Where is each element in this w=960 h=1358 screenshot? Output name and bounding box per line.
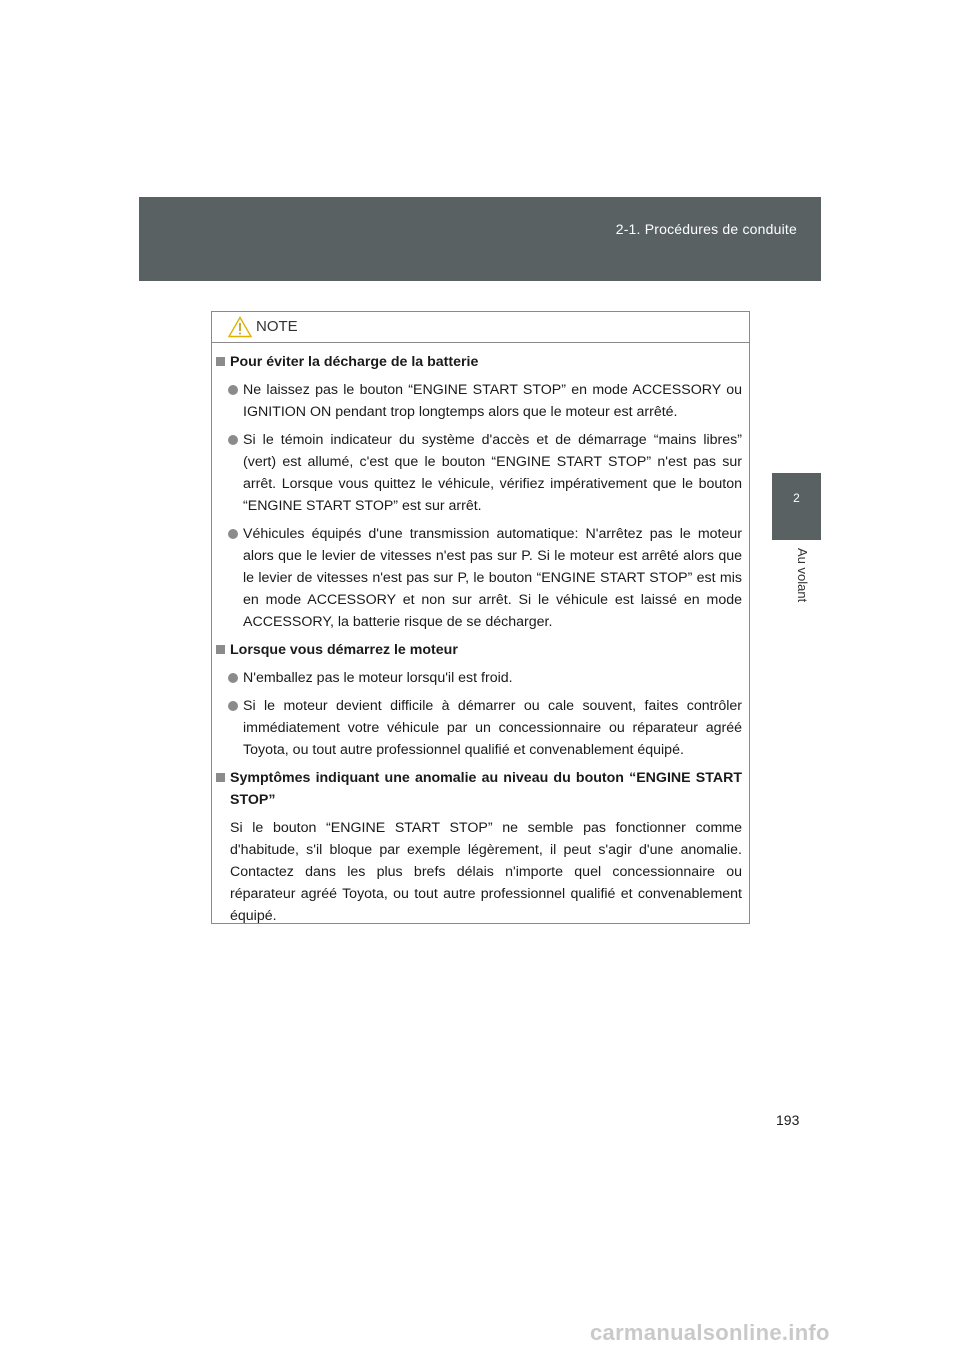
note-box (211, 311, 750, 924)
note-title: NOTE (256, 318, 298, 335)
section-title: 2-1. Procédures de conduite (615, 221, 797, 237)
list-item (216, 667, 742, 689)
watermark-text: carmanualsonline.info (590, 1320, 830, 1345)
list-item-text: Si le moteur devient difficile à démarrer ou cale souvent, faites contrôler immédiatement votre véhicule par un concessionnaire ou réparateur agréé Toyota, ou tout autre professionnel qualifié et convenablement équipé. (243, 698, 742, 758)
circle-bullet-icon (228, 385, 238, 395)
list-item (216, 429, 742, 517)
page-number: 193 (776, 1112, 800, 1128)
list-item (216, 379, 742, 423)
section-heading (216, 351, 742, 373)
chapter-number: 2 (793, 491, 800, 505)
section-heading (216, 767, 742, 811)
section-heading-text: Pour éviter la décharge de la batterie (230, 354, 479, 370)
header-band (139, 197, 821, 281)
list-item-text: Ne laissez pas le bouton “ENGINE START STOP” en mode ACCESSORY ou IGNITION ON pendant trop longtemps alors que le moteur est arrêté. (243, 382, 742, 420)
note-header (212, 312, 749, 343)
list-item-text: Véhicules équipés d'une transmission automatique: N'arrêtez pas le moteur alors que le levier de vitesses n'est pas sur P. Si le moteur est arrêté alors que le levier de vitesses n'est pas sur P, le bouton “ENGINE START STOP” est mis en mode ACCESSORY et non sur arrêt. Si le véhicule est laissé en mode ACCESSORY, la batterie risque de se décharger. (243, 526, 742, 630)
list-item-text: Si le témoin indicateur du système d'accès et de démarrage “mains libres” (vert) est allumé, c'est que le bouton “ENGINE START STOP” n'est pas sur arrêt. Lorsque vous quittez le véhicule, vérifiez impérativement que le bouton “ENGINE START STOP” est sur arrêt. (243, 432, 742, 514)
warning-triangle-icon (228, 316, 252, 338)
circle-bullet-icon (228, 701, 238, 711)
circle-bullet-icon (228, 435, 238, 445)
circle-bullet-icon (228, 529, 238, 539)
chapter-label (796, 548, 816, 668)
section-heading-text: Lorsque vous démarrez le moteur (230, 642, 458, 658)
square-bullet-icon (216, 773, 225, 782)
section-heading-text: Symptômes indiquant une anomalie au niveau du bouton “ENGINE START STOP” (230, 770, 742, 808)
paragraph: Si le bouton “ENGINE START STOP” ne semble pas fonctionner comme d'habitude, s'il bloque par exemple légèrement, il peut s'agir d'une anomalie. Contactez dans les plus brefs délais n'importe quel concessionnaire ou réparateur agréé Toyota, ou tout autre professionnel qualifié et convenablement équipé. (230, 820, 742, 924)
list-item (216, 695, 742, 761)
note-body (212, 343, 749, 927)
chapter-label-text: Au volant (795, 548, 810, 603)
square-bullet-icon (216, 357, 225, 366)
list-item (216, 523, 742, 633)
circle-bullet-icon (228, 673, 238, 683)
chapter-tab (772, 473, 821, 540)
list-item-text: N'emballez pas le moteur lorsqu'il est froid. (243, 670, 513, 686)
section-heading (216, 639, 742, 661)
square-bullet-icon (216, 645, 225, 654)
